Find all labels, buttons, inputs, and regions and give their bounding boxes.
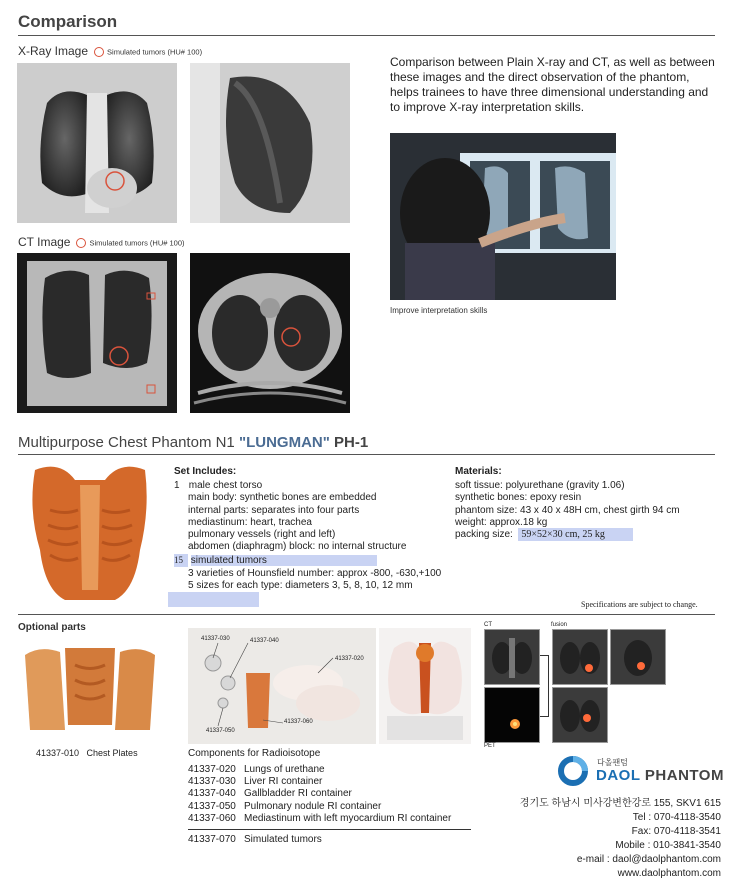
company-contact — [520, 797, 721, 881]
logo-text-phantom: PHANTOM — [644, 767, 724, 784]
page-title: Comparison — [18, 12, 118, 31]
component-code: 41337-040 — [188, 788, 236, 800]
packing-line — [455, 529, 715, 541]
list-item: weight: approx.18 kg — [455, 516, 548, 528]
company-website[interactable]: www.daolphantom.com — [617, 868, 721, 879]
list-item: main body: synthetic bones are embedded — [188, 492, 377, 504]
ri-containers-image — [188, 628, 376, 744]
scan-label-pet: PET — [484, 743, 496, 749]
set-includes-items — [174, 492, 444, 553]
chest-plates-image — [20, 640, 160, 735]
list-item — [188, 813, 473, 825]
torso-label: male chest torso — [188, 480, 263, 492]
callout-41337-050: 41337-050 — [206, 728, 235, 734]
xray-lateral-image — [190, 63, 350, 223]
callout-41337-030: 41337-030 — [201, 636, 230, 642]
list-item: internal parts: separates into four parts — [188, 504, 360, 516]
xray-legend: Simulated tumors (HU# 100) — [107, 47, 203, 57]
spec-note: Specifications are subject to change. — [581, 600, 698, 609]
product-code: PH-1 — [329, 434, 369, 451]
spec-rule — [18, 614, 715, 615]
component-name: Liver RI container — [244, 776, 323, 788]
ct-legend: Simulated tumors (HU# 100) — [89, 238, 185, 248]
company-address: 경기도 하남시 미사강변한강로 155, SKV1 615 — [519, 798, 721, 809]
count-tumors: 15 — [174, 554, 188, 566]
phantom-image — [20, 460, 160, 605]
scan-sagittal-panel — [610, 629, 666, 685]
callout-41337-060: 41337-060 — [284, 719, 313, 725]
component-code: 41337-070 — [188, 834, 236, 845]
set-includes-line-2 — [174, 554, 444, 567]
company-korean-name: 다올팬텀 — [597, 758, 628, 767]
photo-caption: Improve interpretation skills — [390, 306, 488, 315]
callout-41337-040: 41337-040 — [250, 638, 279, 644]
daol-logo-icon — [557, 755, 589, 787]
product-title — [18, 434, 368, 451]
lung-model-image — [379, 628, 471, 744]
list-item: phantom size: 43 x 40 x 48H cm, chest girth 94 cm — [455, 504, 680, 516]
tumor-items — [174, 568, 444, 592]
callout-41337-020: 41337-020 — [335, 656, 364, 662]
list-item — [188, 788, 473, 800]
description-paragraph: Comparison between Plain X-ray and CT, as well as between these images and the direct observation of the phantom, helps trainees to have three dimensional understanding and to improve X-ray interpretation skills. — [390, 55, 715, 114]
tumor-marker-icon — [76, 238, 86, 248]
components-list — [188, 764, 473, 825]
list-item — [188, 801, 473, 813]
company-logo-text — [596, 767, 724, 784]
company-mobile: Mobile : 010-3841-3540 — [615, 840, 721, 851]
count-torso: 1 — [174, 480, 180, 492]
tumor-marker-icon — [94, 47, 104, 57]
component-name: Pulmonary nodule RI container — [244, 800, 382, 812]
scan-label-fusion: fusion — [551, 622, 568, 628]
component-name: Simulated tumors — [244, 834, 322, 845]
product-name: LUNGMAN — [246, 434, 323, 451]
product-quote-open: " — [238, 434, 247, 451]
xray-label: X-Ray Image — [18, 44, 89, 58]
component-code: 41337-020 — [188, 764, 236, 775]
component-name: Mediastinum with left myocardium RI container — [244, 812, 452, 824]
components-rule — [188, 829, 471, 830]
list-item — [188, 776, 473, 788]
ct-label: CT Image — [18, 235, 71, 249]
set-includes-heading: Set Includes: — [174, 466, 237, 477]
xray-frontal-image — [17, 63, 177, 223]
ct-coronal-image — [17, 253, 177, 413]
highlight-box — [168, 592, 259, 607]
product-quote-close: " — [322, 434, 330, 451]
set-includes-line-1 — [174, 480, 444, 492]
scan-connector — [540, 655, 549, 717]
materials-block — [455, 466, 715, 541]
list-item: synthetic bones: epoxy resin — [455, 492, 582, 504]
scan-label-ct: CT — [484, 622, 492, 628]
component-code: 41337-050 — [188, 800, 236, 812]
company-email[interactable]: e-mail : daol@daolphantom.com — [576, 854, 721, 865]
interpretation-photo — [390, 133, 616, 300]
packing-value: 59×52×30 cm, 25 kg — [518, 528, 633, 541]
list-item: soft tissue: polyurethane (gravity 1.06) — [455, 480, 625, 492]
components-heading: Components for Radioisotope — [188, 748, 321, 759]
tumors-label: simulated tumors — [191, 555, 377, 566]
scan-fusion-panel — [552, 629, 608, 685]
optional-heading: Optional parts — [18, 622, 86, 633]
list-item: 5 sizes for each type: diameters 3, 5, 8, 10, 12 mm — [188, 579, 413, 591]
list-item: pulmonary vessels (right and left) — [188, 529, 336, 541]
component-name: Gallbladder RI container — [244, 788, 352, 800]
component-code: 41337-030 — [188, 776, 236, 788]
list-item: 3 varieties of Hounsfield number: approx -800, -630,+100 — [188, 567, 442, 579]
logo-text-daol: DAOL — [596, 767, 641, 784]
xray-heading — [18, 44, 202, 58]
scan-ct-panel — [484, 629, 540, 685]
component-code: 41337-060 — [188, 812, 236, 824]
list-item: mediastinum: heart, trachea — [188, 516, 312, 528]
company-tel: Tel : 070-4118-3540 — [632, 812, 721, 823]
product-title-prefix: Multipurpose Chest Phantom N1 — [18, 434, 239, 451]
product-rule — [18, 454, 715, 455]
company-fax: Fax: 070-4118-3541 — [631, 826, 721, 837]
list-item — [188, 764, 473, 776]
chest-plates-caption: 41337-010 Chest Plates — [36, 748, 138, 758]
ct-axial-image — [190, 253, 350, 413]
component-name: Lungs of urethane — [244, 764, 325, 775]
scan-fusion-panel-2 — [552, 687, 608, 743]
title-rule — [18, 35, 715, 36]
ct-heading — [18, 235, 185, 249]
extra-component — [188, 834, 322, 846]
materials-heading: Materials: — [455, 466, 502, 477]
packing-label: packing size: — [455, 529, 513, 541]
list-item: abdomen (diaphragm) block: no internal structure — [188, 541, 407, 553]
scan-pet-panel — [484, 687, 540, 743]
set-includes-block — [174, 466, 444, 592]
